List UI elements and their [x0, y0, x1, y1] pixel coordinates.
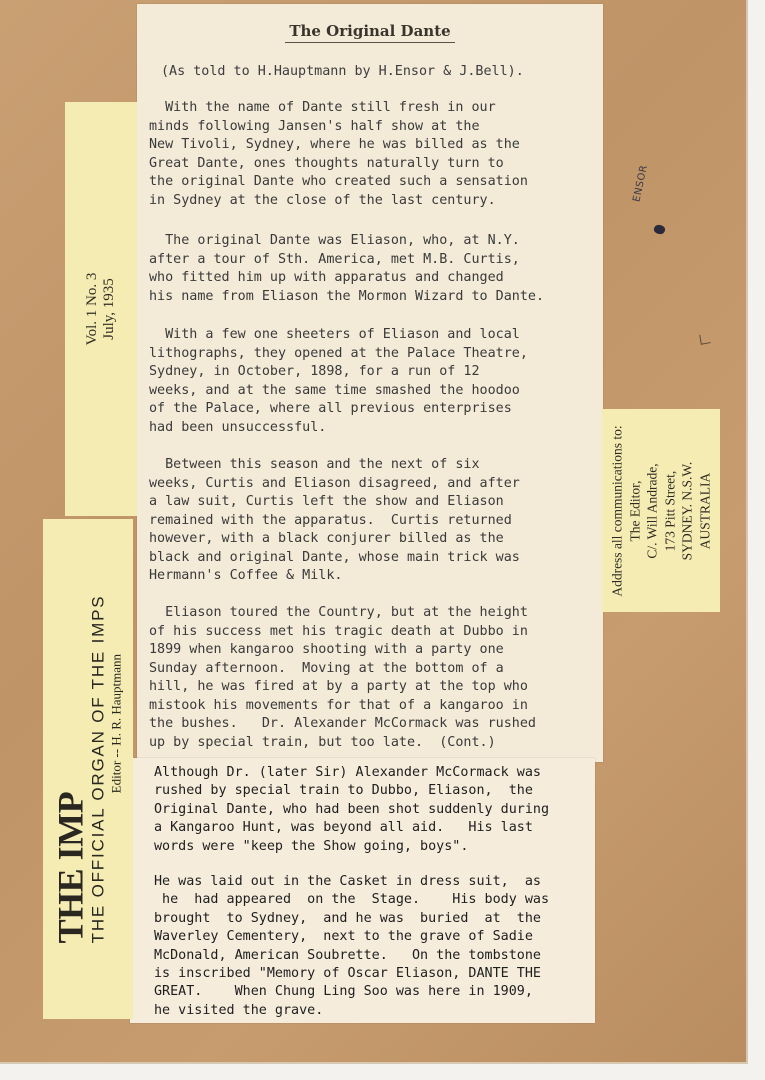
article-paragraph: With the name of Dante still fresh in our minds following Jansen's half show at the New Tivoli, Sydney, where he was billed as the Great Dante, ones thoughts naturally turn to the original Dante who created such a sensation in Sydney at the close of the last century. — [149, 100, 528, 208]
volume-date: July, 1935 — [101, 278, 117, 340]
article-paragraph: Eliason toured the Country, but at the height of his success met his tragic death at Dubbo in 1899 when kangaroo shooting with a party one Sunday afternoon. Moving at the bottom of a hill, he was fired at by a party at the top who mistook his movements for that of a kangaroo in the bushes. Dr. Alexander McCormack was rushed up by special train, but too late. (Cont.) — [149, 605, 536, 750]
masthead-subtitle: THE OFFICIAL ORGAN OF THE IMPS — [88, 594, 108, 944]
address-line: C/. Will Andrade, — [644, 462, 660, 559]
volume-number: Vol. 1 No. 3 — [84, 272, 100, 346]
volume-label — [65, 102, 137, 516]
article-clipping — [137, 4, 603, 762]
address-label — [602, 409, 720, 612]
address-line: Address all communications to: — [609, 424, 625, 597]
continuation-paragraph: He was laid out in the Casket in dress suit, as he had appeared on the Stage. His body was brought to Sydney, and he was buried at the Waverley Cementery, next to the grave of Sadie McDonald, American Soubrette. On the tombstone is inscribed "Memory of Oscar Eliason, DANTE THE GREAT. When Chung Ling Soo was here in 1909, he visited the grave. — [154, 874, 550, 1018]
continuation-paragraph: Although Dr. (later Sir) Alexander McCormack was rushed by special train to Dubbo, Eliason, the Original Dante, who had been shot suddenly during a Kangaroo Hunt, was beyond all aid. His last words were "keep the Show going, boys". — [154, 765, 550, 854]
ink-blot-icon — [653, 223, 666, 235]
article-byline: (As told to H.Hauptmann by H.Ensor & J.Bell). — [161, 64, 524, 79]
address-line: The Editor, — [627, 480, 642, 541]
masthead-label — [43, 519, 133, 1019]
article-title: The Original Dante — [137, 22, 603, 40]
article-paragraph: Between this season and the next of six weeks, Curtis and Eliason disagreed, and after a law suit, Curtis left the show and Eliason remained with the apparatus. Curtis returned however, with a black conjurer billed as the black and original Dante, whose main trick was Hermann's Coffee & Milk. — [149, 457, 520, 583]
continuation-clipping — [130, 758, 595, 1023]
article-paragraph: The original Dante was Eliason, who, at N.Y. after a tour of Sth. America, met M.B. Curtis, who fitted him up with apparatus and changed his name from Eliason the Mormon Wizard to Dante. — [149, 233, 545, 304]
address-line: AUSTRALIA — [697, 472, 712, 549]
masthead-title: THE IMP — [50, 791, 91, 944]
masthead-editor: Editor -- H. R. Hauptmann — [108, 653, 124, 794]
pencil-mark-icon — [699, 333, 711, 345]
ensor-stamp: ENSOR — [631, 164, 651, 203]
address-line: SYDNEY. N.S.W. — [679, 461, 695, 560]
article-paragraph: With a few one sheeters of Eliason and local lithographs, they opened at the Palace Theatre, Sydney, in October, 1898, for a run of 12 weeks, and at the same time smashed the hoodoo of the Palace, where all previous enterprises had been unsuccessful. — [149, 327, 528, 435]
address-line: 173 Pitt Street, — [662, 470, 677, 551]
